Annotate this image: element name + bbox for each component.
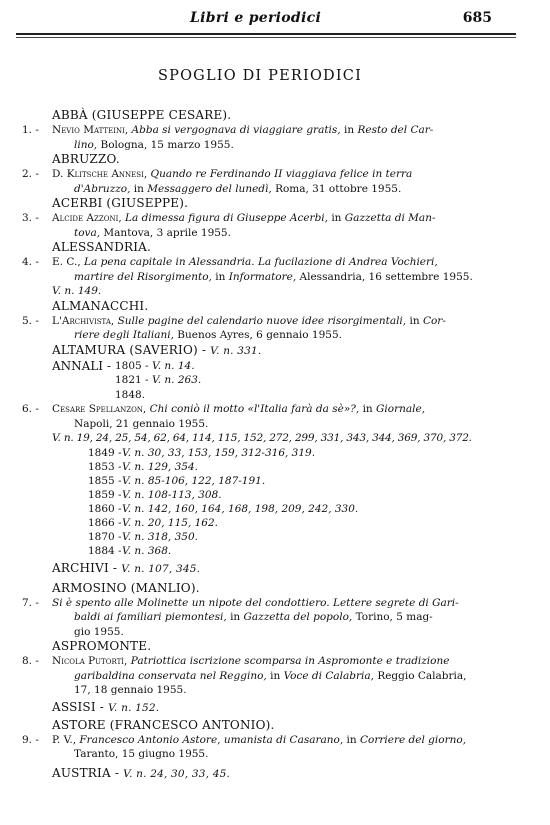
annali-cross-reference[interactable]: V. n. 14.	[152, 359, 195, 372]
entry-in: in	[270, 669, 281, 682]
entry-9	[22, 733, 502, 762]
year-reference-row	[30, 502, 502, 516]
year-label: 1859 -	[88, 488, 122, 501]
entry-journal: Gazzetta del popolo,	[243, 611, 353, 623]
entry-number: 7. -	[22, 596, 39, 609]
entry-place-date: Alessandria, 16 settembre 1955.	[299, 270, 473, 283]
entry-title: Si è spento alle Molinette un nipote del condottiero. Lettere segrete di Gari-	[52, 596, 459, 609]
entry-place-date: Taranto, 15 giugno 1955.	[74, 748, 209, 760]
entry-place-date-cont: gio 1955.	[74, 625, 124, 638]
year-cross-reference[interactable]: V. n. 142, 160, 164, 168, 198, 209, 242, 330.	[122, 502, 359, 515]
entry-2	[22, 167, 502, 196]
entry-place-date: Reggio Calabria,	[377, 669, 467, 682]
annali-year: 1848.	[115, 388, 146, 401]
header-rule-thick	[16, 33, 516, 35]
entry-author: E. C.,	[52, 256, 81, 268]
year-cross-reference[interactable]: V. n. 20, 115, 162.	[122, 516, 218, 529]
entry-journal: Voce di Calabria,	[283, 669, 374, 682]
page-number: 685	[462, 10, 492, 26]
entry-title: Chi coniò il motto «l'Italia farà da sè»?,	[149, 403, 360, 415]
entry-4	[22, 255, 502, 299]
annali-block	[30, 359, 502, 403]
entry-cross-reference[interactable]: V. n. 19, 24, 25, 54, 62, 64, 114, 115, 152, 272, 299, 331, 343, 344, 369, 370, 372.	[52, 432, 472, 444]
entry-title: Patriottica iscrizione scomparsa in Aspromonte e tradizione	[130, 655, 450, 667]
year-reference-row	[30, 544, 502, 558]
year-label: 1866 -	[88, 516, 122, 529]
entry-place-date: Torino, 5 mag-	[355, 611, 433, 623]
header-rule-thin	[16, 37, 516, 38]
entry-journal-cont: tova,	[74, 226, 101, 239]
entry-title: Sulle pagine del calendario nuove idee risorgimentali,	[117, 314, 407, 327]
subject-heading-alessandria: ALESSANDRIA.	[52, 240, 152, 254]
entry-number: 6. -	[22, 403, 39, 415]
entry-cross-reference[interactable]: V. n. 149.	[52, 285, 102, 297]
year-reference-row	[30, 516, 502, 530]
year-label: 1849 -	[88, 446, 122, 459]
entry-number: 4. -	[22, 256, 39, 268]
entry-author: D. Klitsche Annesi,	[52, 168, 148, 180]
year-cross-reference[interactable]: V. n. 368.	[122, 544, 172, 557]
year-cross-reference[interactable]: V. n. 85-106, 122, 187-191.	[122, 474, 266, 487]
year-reference-row	[30, 488, 502, 502]
entry-author: Cesare Spellanzon,	[52, 403, 147, 415]
entry-in: in	[133, 182, 144, 195]
annali-row	[30, 373, 502, 388]
entry-number: 9. -	[22, 733, 39, 746]
entry-6	[22, 402, 502, 446]
entry-journal: Informatore,	[228, 270, 297, 283]
entry-in: in	[230, 611, 241, 623]
entry-number: 5. -	[22, 314, 39, 327]
entry-place-date: Napoli, 21 gennaio 1955.	[74, 417, 209, 430]
year-label: 1884 -	[88, 544, 122, 557]
entry-place-date: Bologna, 15 marzo 1955.	[100, 138, 234, 151]
index-content	[22, 108, 502, 782]
heading-text: AUSTRIA -	[52, 765, 120, 780]
year-cross-reference[interactable]: V. n. 129, 354.	[122, 460, 198, 473]
entry-in: in	[362, 403, 373, 415]
entry-3	[22, 211, 502, 240]
year-reference-row	[30, 530, 502, 544]
entry-author: Nevio Matteini,	[52, 124, 129, 136]
entry-place-date: Roma, 31 ottobre 1955.	[275, 182, 402, 195]
entry-8	[22, 654, 502, 698]
year-reference-row	[30, 474, 502, 488]
entry-title-cont: baldi ai familiari piemontesi,	[74, 611, 227, 623]
entry-journal: Gazzetta di Man-	[344, 212, 436, 224]
year-reference-list	[30, 446, 502, 558]
entry-place-date-cont: 17, 18 gennaio 1955.	[74, 684, 187, 696]
entry-1	[22, 123, 502, 152]
subject-heading-altamura	[30, 343, 502, 359]
entry-journal: Corriere del giorno,	[360, 733, 467, 746]
year-label: 1855 -	[88, 474, 122, 487]
section-title: SPOGLIO DI PERIODICI	[157, 68, 363, 84]
running-head-title: Libri e periodici	[190, 10, 322, 26]
entry-place-date: Mantova, 3 aprile 1955.	[103, 226, 231, 239]
entry-title: Quando re Ferdinando II viaggiava felice in terra	[150, 168, 413, 180]
entry-title: La dimessa figura di Giuseppe Acerbi,	[125, 212, 328, 224]
year-reference-row	[30, 446, 502, 460]
heading-cross-reference[interactable]: V. n. 24, 30, 33, 45.	[123, 767, 231, 780]
year-cross-reference[interactable]: V. n. 30, 33, 153, 159, 312-316, 319.	[122, 446, 316, 459]
subject-heading-almanacchi: ALMANACCHI.	[52, 298, 149, 313]
entry-in: in	[409, 314, 420, 327]
year-reference-row	[30, 460, 502, 474]
annali-year: 1805 -	[115, 359, 149, 372]
entry-journal-cont: lino,	[74, 138, 98, 151]
entry-title: Abba si vergognava di viaggiare gratis,	[131, 124, 341, 136]
heading-cross-reference[interactable]: V. n. 331.	[210, 344, 262, 357]
annali-year: 1821 -	[115, 374, 149, 386]
year-label: 1860 -	[88, 502, 122, 515]
entry-5	[22, 314, 502, 343]
subject-heading-abba: ABBÀ (GIUSEPPE CESARE).	[52, 108, 232, 122]
entry-number: 8. -	[22, 655, 39, 667]
entry-number: 3. -	[22, 212, 39, 224]
subject-heading-astore: ASTORE (FRANCESCO ANTONIO).	[52, 717, 275, 732]
year-label: 1870 -	[88, 530, 122, 543]
subject-heading-assisi	[30, 700, 502, 716]
entry-journal: Messaggero del lunedì,	[147, 182, 272, 195]
annali-label: ANNALI -	[52, 358, 111, 373]
year-cross-reference[interactable]: V. n. 108-113, 308.	[122, 488, 222, 501]
subject-heading-abruzzo: ABRUZZO.	[52, 152, 120, 166]
entry-author: P. V.,	[52, 733, 77, 746]
entry-title-cont: garibaldina conservata nel Reggino,	[74, 669, 267, 682]
heading-cross-reference[interactable]: V. n. 107, 345.	[121, 562, 201, 575]
heading-text: ARCHIVI -	[52, 560, 118, 575]
entry-title-cont: d'Abruzzo,	[74, 182, 131, 195]
running-head	[0, 10, 550, 30]
entry-title-cont: martire del Risorgimento,	[74, 270, 212, 283]
entry-place-date: Buenos Ayres, 6 gennaio 1955.	[177, 329, 342, 341]
annali-row	[30, 388, 502, 403]
subject-heading-archivi	[30, 561, 502, 577]
entry-journal-cont: riere degli Italiani,	[74, 329, 174, 341]
entry-in: in	[346, 733, 357, 746]
entry-author: Nicola Putortì,	[52, 655, 128, 667]
subject-heading-austria	[30, 766, 502, 782]
entry-7	[22, 596, 502, 640]
entry-number: 2. -	[22, 168, 39, 180]
heading-text: ALTAMURA (SAVERIO) -	[52, 342, 207, 357]
entry-journal: Giornale,	[376, 403, 426, 415]
year-label: 1853 -	[88, 460, 122, 473]
heading-text: ASSISI -	[52, 699, 105, 714]
entry-journal: Cor-	[422, 314, 446, 327]
entry-number: 1. -	[22, 124, 39, 136]
entry-author: Alcide Azzoni,	[52, 212, 122, 224]
subject-heading-acerbi: ACERBI (GIUSEPPE).	[52, 196, 189, 210]
subject-heading-armosino: ARMOSINO (MANLIO).	[52, 580, 200, 595]
subject-heading-aspromonte: ASPROMONTE.	[52, 639, 152, 653]
entry-title: Francesco Antonio Astore, umanista di Casarano,	[79, 733, 344, 746]
entry-title: La pena capitale in Alessandria. La fucilazione di Andrea Vochieri,	[84, 256, 438, 268]
annali-row	[30, 359, 502, 374]
heading-cross-reference[interactable]: V. n. 152.	[108, 701, 160, 714]
entry-author: L'Archivista,	[52, 314, 115, 327]
entry-in: in	[343, 124, 355, 136]
annali-cross-reference[interactable]: V. n. 263.	[152, 374, 202, 386]
entry-in: in	[331, 212, 342, 224]
entry-journal: Resto del Car-	[357, 124, 434, 136]
entry-in: in	[215, 270, 226, 283]
year-cross-reference[interactable]: V. n. 318, 350.	[122, 530, 198, 543]
